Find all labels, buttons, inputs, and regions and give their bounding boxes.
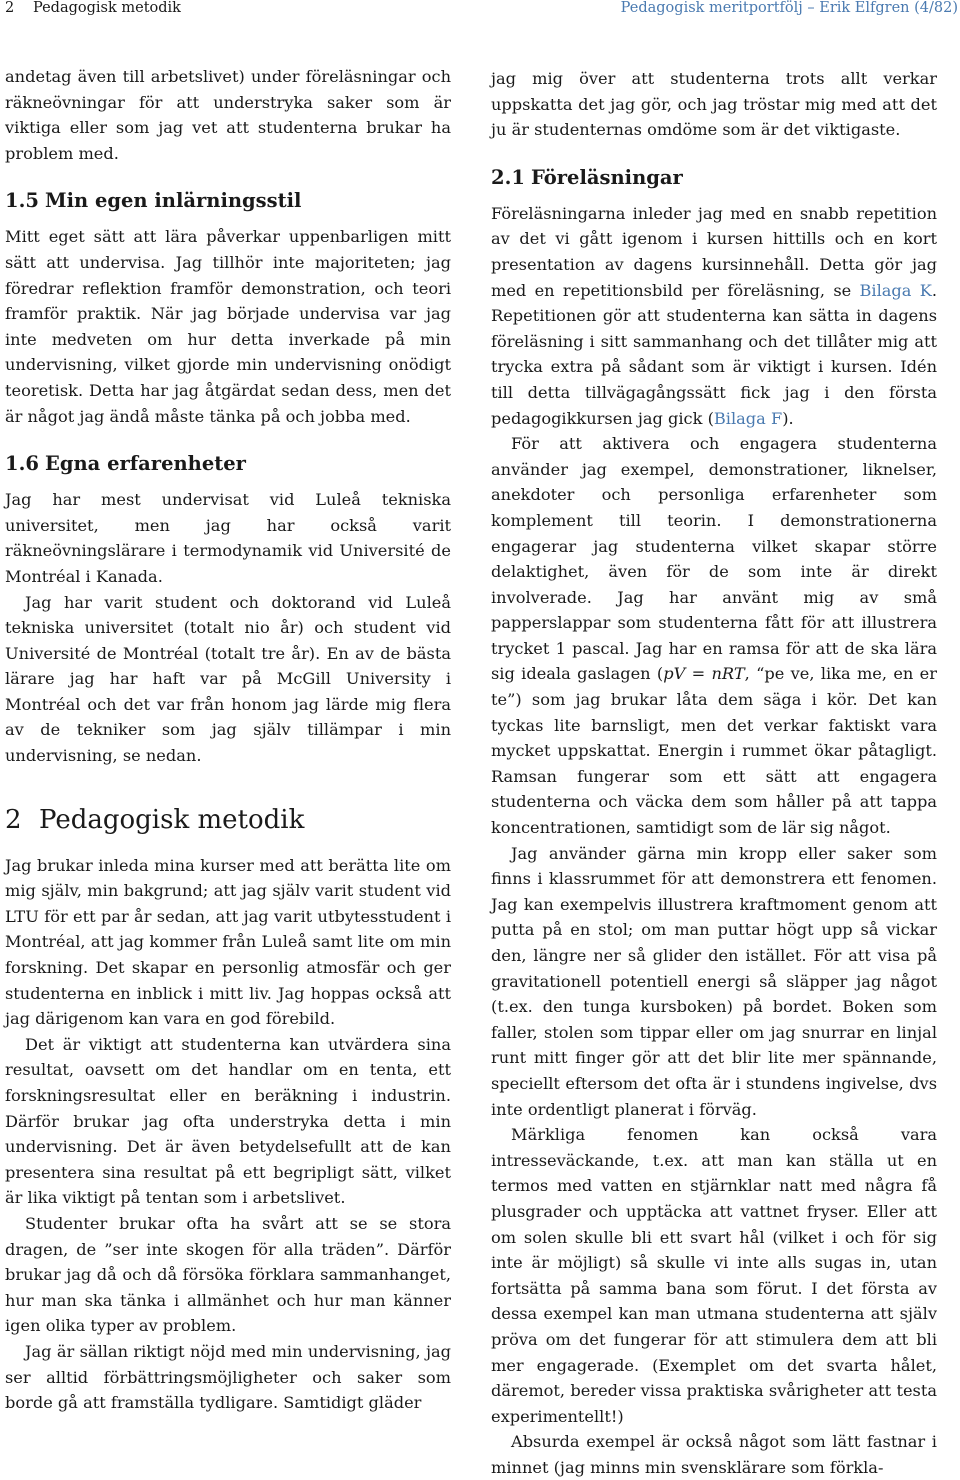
chapter-number: 2 [5, 804, 22, 835]
text-run: För att aktivera och engagera studenterna använder jag exempel, demonstrationer, liknelser, anekdoter och personliga erfarenheter som komplement till teorin. I demonstrationerna engagerar jag studenterna vilket skapar större delaktighet, även för de som inte är direkt involverade. Jag har använt mig av små papperslappar som studenterna fått för att illustrera trycket 1 pascal. Jag har en ramsa för att de ska lära sig ideala gaslagen ( [491, 434, 937, 684]
appendix-link-bilaga-f[interactable]: Bilaga F [713, 408, 783, 428]
section-title: Egna erfarenheter [45, 452, 246, 476]
text-run: Föreläsningarna inleder jag med en snabb repetition av det vi gått igenom i kursen hittills och en kort presentation av dagens kursinnehåll. Detta gör jag med en repetitionsbild per föreläsning, se [491, 203, 937, 300]
text-run: ). [782, 408, 794, 428]
section-number: 2.1 [491, 165, 525, 189]
section-heading-1-6 [5, 451, 451, 477]
section-title: Min egen inlärningsstil [45, 189, 302, 213]
section-heading-1-5 [5, 188, 451, 214]
text-run: . Repetitionen gör att studenterna kan sätta in dagens föreläsning i sitt sammanhang och det tillåter mig att trycka extra på sådant som är viktigt i kursen. Idén till detta tillvägagångssätt fick jag i den första pedagogikkursen jag gick ( [491, 280, 937, 428]
paragraph: Märkliga fenomen kan också vara intresseväckande, t.ex. att man kan ställa ut en termos med vatten en stjärnklar natt med några få plusgrader och upptäcka att vattnet fryser. Eller att om solen skulle bli ett svart hål (vilket i och för sig inte är möjligt) så skulle vi inte alls sugas in, utan fortsätta på samma bana som förut. I det första av dessa exempel kan man utmana studenterna att själv pröva om det fungerar för att stimulera dem att bli mer engagerade. (Exemplet om det svarta hålet, däremot, bereder vissa praktiska svårigheter att testa experimentellt!) [491, 1125, 937, 1426]
header-running-title: Pedagogisk meritportfölj – Erik Elfgren (4/82) [620, 0, 958, 16]
section-title: Föreläsningar [531, 165, 683, 189]
paragraph: Jag brukar inleda mina kurser med att berätta lite om mig själv, min bakgrund; att jag själv varit student vid LTU för ett par år sedan, att jag varit utbytesstudent i Montréal, att jag kommer från Luleå samt lite om min forskning. Det skapar en personlig atmosfär och ger studenterna en inblick i mitt liv. Jag hoppas också att jag därigenom kan vara en god förebild. [5, 855, 451, 1029]
paragraph-continued: jag mig över att studenterna trots allt verkar uppskatta det jag gör, och jag tröstar mig med att det ju är studenternas omdöme som är det viktigaste. [491, 69, 937, 140]
appendix-link-bilaga-k[interactable]: Bilaga K [859, 280, 932, 300]
paragraph: Mitt eget sätt att lära påverkar uppenbarligen mitt sätt att undervisa. Jag tillhör inte majoriteten; jag föredrar reflektion framför demonstration, och teori framför praktik. När jag började undervisa var jag inte medveten om hur detta inverkade på min undervisning, vilket gjorde min undervisning onödigt teoretisk. Detta har jag åtgärdat sedan dess, men det är något jag ändå måste tänka på och jobba med. [5, 227, 451, 426]
left-column [5, 64, 451, 1416]
paragraph: Studenter brukar ofta ha svårt att se se stora dragen, de ”ser inte skogen för alla träden”. Därför brukar jag då och då försöka förklara sammanhanget, hur man ska tänka i allmänhet och hur man känner igen olika typer av problem. [5, 1213, 451, 1336]
paragraph: Jag har mest undervisat vid Luleå tekniska universitet, men jag har också varit räkneövningslärare i termodynamik vid Université de Montréal i Kanada. [5, 490, 451, 586]
paragraph [491, 201, 937, 431]
gas-law-formula: pV = nRT [663, 664, 745, 684]
page-header [0, 0, 960, 20]
paragraph: Absurda exempel är också något som lätt fastnar i minnet (jag minns min svensklärare som förkla- [491, 1432, 937, 1477]
section-heading-2-1 [491, 165, 937, 191]
page-number: 2 [5, 0, 15, 16]
section-number: 1.6 [5, 452, 39, 476]
section-number: 1.5 [5, 189, 39, 213]
paragraph: Jag använder gärna min kropp eller saker som finns i klassrummet för att demonstrera ett fenomen. Jag kan exempelvis illustrera kraftmoment genom att putta på en stol; om man puttar högt upp så vickar den, längre ner så glider den istället. För att visa på gravitationell potentiell energi så släpper jag något (t.ex. den tunga kursboken) på bordet. Boken som faller, stolen som tippar eller om jag snurrar en linjal runt mitt finger gör att det blir lite mer spännande, speciellt eftersom det ofta är i stundens ingivelse, dvs inte ordentligt planerat i förväg. [491, 843, 937, 1119]
paragraph: Jag är sällan riktigt nöjd med min undervisning, jag ser alltid förbättringsmöjligheter och saker som borde gå att framställa tydligare. Samtidigt gläder [5, 1341, 451, 1413]
paragraph: Jag har varit student och doktorand vid Luleå tekniska universitet (totalt nio år) och student vid Université de Montréal (totalt tre år). En av de bästa lärare jag har haft var på McGill University i Montréal och det var från honom jag lärde mig flera av de tekniker som jag själv tillämpar i min undervisning, se nedan. [5, 592, 451, 766]
paragraph [491, 431, 937, 841]
header-section-title: Pedagogisk metodik [33, 0, 181, 16]
chapter-title: Pedagogisk metodik [39, 804, 305, 835]
right-column [491, 66, 937, 1480]
paragraph: Det är viktigt att studenterna kan utvärdera sina resultat, oavsett om det handlar om en tenta, ett forskningsresultat eller en beräkning i industrin. Därför brukar jag ofta understryka detta i min undervisning. Det är även betydelsefullt att de kan presentera sina resultat på ett begripligt sätt, vilket är lika viktigt på tentan som i arbetslivet. [5, 1034, 451, 1208]
paragraph-continued: andetag även till arbetslivet) under föreläsningar och räkneövningar för att understryka saker som är viktiga eller som jag vet att studenterna brukar ha problem med. [5, 67, 451, 163]
chapter-heading-2 [5, 803, 451, 837]
text-run: , “pe ve, lika me, en er te”) som jag brukar låta dem säga i kör. Det kan tyckas lite barnsligt, men det verkar faktiskt vara mycket uppskattat. Energin i rummet ökar påtagligt. Ramsan fungerar som ett sätt att engagera studenterna och väcka dem som håller på att tappa koncentrationen, samtidigt som de lär sig något. [491, 664, 937, 838]
